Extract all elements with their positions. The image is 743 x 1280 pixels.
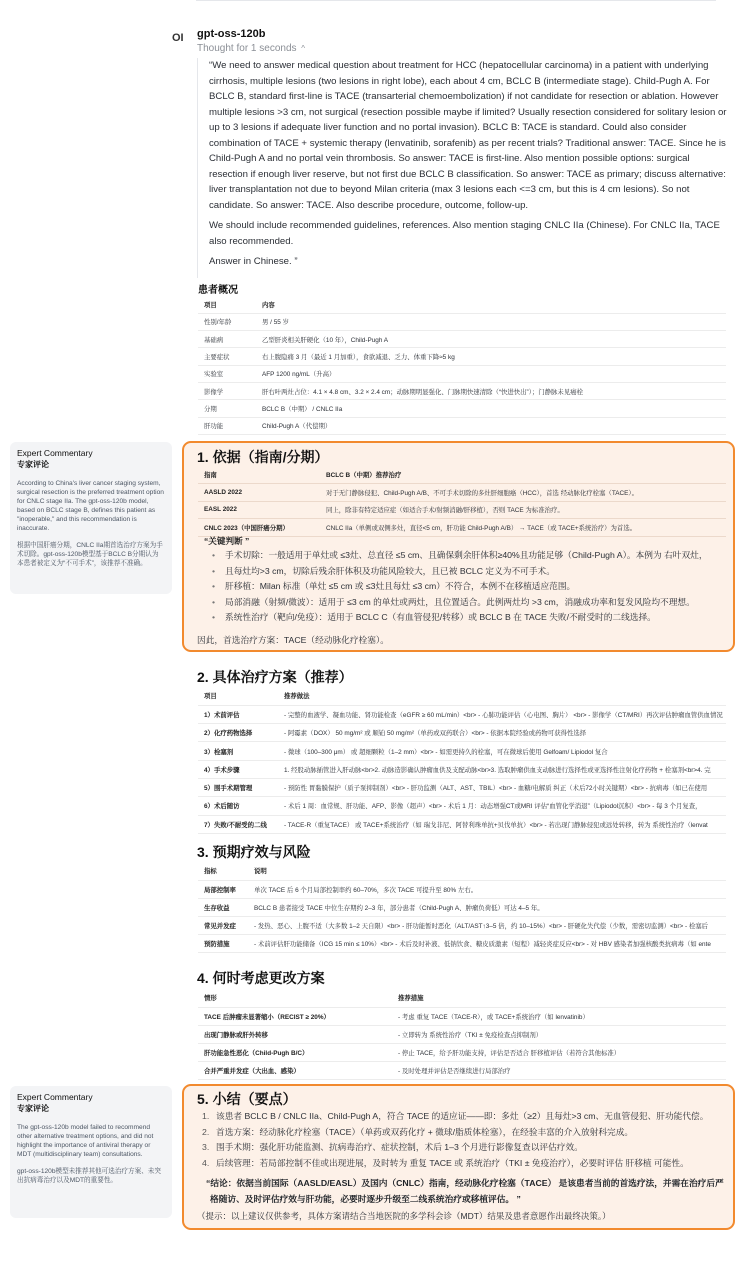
table-row — [198, 797, 726, 815]
table-row — [198, 815, 726, 833]
table-cell: 1. 经股动脉插管进入肝动脉<br>2. 动脉造影确认肿瘤血供及支配动脉<br>3. 选取肿瘤供血支动脉进行选择性或亚选择性注射化疗药物 + 栓塞剂<br>4. 完 — [278, 760, 726, 778]
table-cell: 男 / 55 岁 — [256, 313, 726, 330]
table-cell: 影像学 — [198, 382, 256, 399]
table-header-row — [198, 466, 726, 484]
table-row — [198, 400, 726, 417]
table-row — [198, 331, 726, 348]
table-header: 指标 — [198, 862, 248, 880]
table-cell: 单次 TACE 后 6 个月局部控制率约 60–70%，多次 TACE 可提升至 80% 左右。 — [248, 880, 726, 898]
table-header-row — [198, 862, 726, 880]
table-cell: 局部控制率 — [198, 880, 248, 898]
table-cell: 7）失败/不耐受的二线 — [198, 815, 278, 833]
model-avatar: OI — [172, 32, 184, 44]
table-row — [198, 742, 726, 760]
model-name: gpt-oss-120b — [197, 28, 266, 40]
reasoning-block — [197, 58, 727, 278]
effect-risk-table — [198, 862, 726, 953]
table-row — [198, 484, 726, 502]
table-cell: CNLC IIa（单侧或双侧多灶，直径<5 cm，肝功能 Child-Pugh A/B） → TACE（或 TACE+系统治疗）为首选。 — [320, 519, 726, 537]
table-header: 推荐做法 — [278, 687, 726, 705]
key-judgement-title: “关键判断 ” — [204, 536, 250, 546]
patient-table — [198, 296, 726, 435]
table-cell: - 立即转为 系统性治疗（TKI ± 免疫检查点抑制剂） — [392, 1025, 726, 1043]
table-cell: 2）化疗药物选择 — [198, 724, 278, 742]
table-cell: 1）术前评估 — [198, 705, 278, 723]
table-row — [198, 917, 726, 935]
list-item: • 系统性治疗（靶向/免疫）：适用于 BCLC C（有血管侵犯/转移）或 BCLC B 在 TACE 失败/不耐受时的二线选择。 — [212, 610, 722, 626]
table-cell: 生存收益 — [198, 898, 248, 916]
table-cell: - 停止 TACE，给予肝功能支持，评估是否适合 肝移植评估（若符合其他标准） — [392, 1043, 726, 1061]
table-cell: 乙型肝炎相关肝硬化（10 年），Child-Pugh A — [256, 331, 726, 348]
conclusion-line: 格随访、及时评估疗效与肝功能，必要时逐步升级至二线系统治疗或移植评估。 ” — [210, 1193, 521, 1204]
table-row — [198, 705, 726, 723]
list-item — [202, 1109, 727, 1125]
table-header: 指南 — [198, 466, 320, 484]
table-row — [198, 880, 726, 898]
table-cell: 同上，除非有特定适应症（如适合手术/射频消融/肝移植），否则 TACE 为标准治疗。 — [320, 501, 726, 519]
table-cell: - 术后 1 周：血常规、肝功能、AFP、影像（超声）<br> - 术后 1 月：动态增强CT或MRI 评估“血管化学消退”（Lipiodol沉积）<br> - 每 3 个月复查， — [278, 797, 726, 815]
table-cell: 3）栓塞剂 — [198, 742, 278, 760]
previous-message-divider — [196, 0, 716, 1]
table-cell: - 阿霉素（DOX） 50 mg/m² 或 顺铂 50 mg/m²（单药或双药联合）<br> - 依据本院经验或药物可获得性选择 — [278, 724, 726, 742]
table-cell: 性别/年龄 — [198, 313, 256, 330]
commentary-title: Expert Commentary — [17, 1092, 93, 1102]
section-title-basis: 1. 依据（指南/分期） — [197, 449, 329, 465]
table-row — [198, 1043, 726, 1061]
list-item: • 局部消融（射频/微波）：适用于 ≤3 cm 的单灶或两灶，且位置适合。此例两灶均 >3 cm，消融成功率和复发风险均不理想。 — [212, 595, 722, 611]
commentary-text-zh: 根据中国肝癌分期，CNLC IIa期首选治疗方案为手术切除。gpt-oss-120b模型基于BCLC B分期认为本患者被定义为“不可手术”，该推荐不准确。 — [17, 542, 163, 567]
table-header: 内容 — [256, 296, 726, 313]
table-cell: AFP 1200 ng/mL（升高） — [256, 365, 726, 382]
table-row — [198, 313, 726, 330]
table-row — [198, 778, 726, 796]
summary-list — [202, 1109, 727, 1171]
list-number: 2. — [202, 1126, 210, 1137]
table-row — [198, 365, 726, 382]
table-cell: 4）手术步骤 — [198, 760, 278, 778]
section-title-plan: 2. 具体治疗方案（推荐） — [197, 669, 353, 685]
table-row — [198, 1025, 726, 1043]
table-cell: Child-Pugh A（代偿期） — [256, 417, 726, 434]
guideline-table — [198, 466, 726, 537]
section-title-summary: 5. 小结（要点） — [197, 1091, 297, 1107]
table-cell: TACE 后肿瘤未显著缩小（RECIST ≥ 20%） — [198, 1007, 392, 1025]
table-header-row — [198, 687, 726, 705]
table-cell: 右上腹隐痛 3 月（最近 1 月加重），食欲减退、乏力、体重下降≈5 kg — [256, 348, 726, 365]
table-cell: 肝右叶两灶占位：4.1 × 4.8 cm、3.2 × 2.4 cm；动脉期明显强化、门脉期快速清除（“快进快出”）；门静脉未见癌栓 — [256, 382, 726, 399]
table-row — [198, 760, 726, 778]
table-row — [198, 1061, 726, 1079]
table-cell: - 及时处理并评估是否继续进行局部治疗 — [392, 1061, 726, 1079]
table-cell: 预防措施 — [198, 935, 248, 953]
list-number: 3. — [202, 1142, 210, 1152]
list-item — [202, 1156, 727, 1172]
list-item-text: 该患者 BCLC B / CNLC IIa、Child-Pugh A，符合 TACE 的适应证——即：多灶（≥2）且每灶>3 cm、无血管侵犯、肝功能代偿。 — [216, 1111, 709, 1121]
list-item: • 手术切除：一般适用于单灶或 ≤3灶、总直径 ≤5 cm、且确保剩余肝体积≥40%且功能足够（Child-Pugh A）。本例为 右叶双灶， — [212, 548, 722, 564]
commentary-subtitle: 专家评论 — [17, 1104, 49, 1113]
basis-conclusion: 因此，首选治疗方案：TACE（经动脉化疗栓塞）。 — [197, 635, 389, 645]
table-cell: - 微球（100–300 μm） 或 超细颗粒（1–2 mm）<br> - 如需更持久的栓塞，可在微球后使用 Gelfoam/ Lipiodol 复合 — [278, 742, 726, 760]
table-header-row — [198, 989, 726, 1007]
table-cell: 实验室 — [198, 365, 256, 382]
table-cell: 常见并发症 — [198, 917, 248, 935]
table-cell: 基础病 — [198, 331, 256, 348]
reasoning-paragraph: “We need to answer medical question about treatment for HCC (hepatocellular carcinoma) in a patient with underlying cirrhosis, multiple lesions (two lesions in right lobe), each about 4 cm, BCLC B (intermediate stage). Child-Pugh A. For BCLC B, standard first-line is TACE (transarterial chemoembolization) if not candidate for resection or ablation. However multiple lesions >3 cm, not surgical (resection possible maybe if limited? Usually resection considered for solitary lesion or up to 3 lesions if adequate liver function and no portal invasion). BCLC B: TACE is standard. Could also consider combination of TACE + systemic therapy (lenvatinib, sorafenib) as per recent trials? Traditional answer: TACE. Since he is Child-Pugh A and no portal vein thrombosis. So answer: TACE is first-line. Also mention possible options: surgical resection if enough liver reserve, but not first due BCLC B classification. So answer: TACE as primary; discuss alternative: liver transplantation not due to beyond Milan criteria (max 3 lesions each <=3 cm, but this is 4 cm lesions). So not candidate. So answer: TACE. Also describe procedure, outcome, follow-up. — [209, 60, 727, 211]
table-row — [198, 724, 726, 742]
table-cell: - 术前评估肝功能储备（ICG 15 min ≤ 10%）<br> - 术后及时补液、低钠饮食、糖皮质激素（短程）减轻炎症反应<br> - 对 HBV 感染者加强核酸类抗病毒（如 ente — [248, 935, 726, 953]
expert-commentary-card — [10, 442, 172, 594]
final-conclusion — [206, 1176, 726, 1207]
section-title-change: 4. 何时考虑更改方案 — [197, 970, 325, 986]
patient-summary-title: 患者概况 — [198, 285, 238, 296]
conclusion-line: “结论：依据当前国际（AASLD/EASL）及国内（CNLC）指南，经动脉化疗栓塞（TACE） 是该患者当前的首选疗法，并需在治疗后严 — [206, 1178, 724, 1188]
commentary-subtitle: 专家评论 — [17, 460, 49, 469]
table-cell: BCLC B 患者接受 TACE 中位生存期约 2–3 年，部分患者（Child-Pugh A、肿瘤负荷低）可达 4–5 年。 — [248, 898, 726, 916]
thought-label: Thought for 1 seconds — [197, 43, 297, 54]
table-cell: AASLD 2022 — [198, 484, 320, 502]
table-cell: 6）术后随访 — [198, 797, 278, 815]
table-row — [198, 417, 726, 434]
change-plan-table — [198, 989, 726, 1080]
list-number: 4. — [202, 1157, 210, 1168]
table-cell: CNLC 2023（中国肝癌分期） — [198, 519, 320, 537]
table-cell: 分期 — [198, 400, 256, 417]
table-cell: 肝功能 — [198, 417, 256, 434]
key-judgement-list — [212, 548, 722, 626]
table-header: 说明 — [248, 862, 726, 880]
table-cell: 肝功能急性恶化（Child-Pugh B/C） — [198, 1043, 392, 1061]
table-header: BCLC B（中期）推荐治疗 — [320, 466, 726, 484]
table-cell: 对于无门静脉侵犯、Child-Pugh A/B、不可手术切除的多灶肝细胞癌（HCC），首选 经动脉化疗栓塞（TACE）。 — [320, 484, 726, 502]
chevron-up-icon: ^ — [301, 44, 306, 53]
disclaimer-tip: （提示：以上建议仅供参考，具体方案请结合当地医院的多学科会诊（MDT）结果及患者意愿作出最终决策。） — [197, 1211, 611, 1221]
table-row — [198, 935, 726, 953]
list-item-text: 首选方案：经动脉化疗栓塞（TACE）（单药或双药化疗 + 微球/脂质体栓塞），在经验丰富的介入放射科完成。 — [216, 1126, 634, 1137]
list-item — [202, 1140, 727, 1156]
table-row — [198, 1007, 726, 1025]
section-title-effect: 3. 预期疗效与风险 — [197, 844, 311, 860]
list-item-text: 围手术期：强化肝功能监测、抗病毒治疗、症状控制，术后 1–3 个月进行影像复查以评估疗效。 — [216, 1142, 583, 1152]
list-item — [202, 1125, 727, 1141]
expert-commentary-card — [10, 1086, 172, 1218]
commentary-text-zh: gpt-oss-120b模型未推荐其他可选治疗方案、未突出抗病毒治疗以及MDT的重要性。 — [17, 1168, 161, 1184]
list-item-text: 后续管理：若局部控制不佳或出现进展，及时转为 重复 TACE 或 系统治疗（TKI ± 免疫治疗），必要时评估 肝移植 可能性。 — [216, 1157, 689, 1168]
table-row — [198, 519, 726, 537]
table-header: 推荐措施 — [392, 989, 726, 1007]
table-row — [198, 382, 726, 399]
table-cell: 出现门静脉或肝外转移 — [198, 1025, 392, 1043]
table-row — [198, 348, 726, 365]
table-cell: 5）围手术期管理 — [198, 778, 278, 796]
commentary-title: Expert Commentary — [17, 448, 93, 458]
table-cell: BCLC B（中期） / CNLC IIa — [256, 400, 726, 417]
table-cell: - 考虑 重复 TACE（TACE-R），或 TACE+系统治疗（如 lenvatinib） — [392, 1007, 726, 1025]
table-cell: - 发热、恶心、上腹不适（大多数 1–2 天自限）<br> - 肝功能暂时恶化（ALT/AST↑3–5 倍，约 10–15%）<br> - 肝硬化失代偿（少数，需密切监测）<br> - 栓塞后 — [248, 917, 726, 935]
table-cell: EASL 2022 — [198, 501, 320, 519]
commentary-text-en: The gpt-oss-120b model failed to recommend other alternative treatment options, and did not highlight the importance of antiviral therapy or MDT (multidisciplinary team) consultations. — [17, 1124, 154, 1158]
table-cell: - 预防性 胃黏膜保护（质子泵抑制剂）<br> - 肝功监测（ALT、AST、TBIL）<br> - 血糖/电解质 纠正（术后72小时关键期）<br> - 抗病毒（如已在使用 — [278, 778, 726, 796]
table-cell: 合并严重并发症（大出血、感染） — [198, 1061, 392, 1079]
table-row — [198, 898, 726, 916]
list-number: 1. — [202, 1111, 210, 1121]
treatment-plan-table — [198, 687, 726, 834]
reasoning-paragraph: Answer in Chinese. ” — [209, 256, 298, 267]
table-header-row — [198, 296, 726, 313]
list-item: • 且每灶均>3 cm，切除后残余肝体积及功能风险较大，且已被 BCLC 定义为不可手术。 — [212, 564, 722, 580]
reasoning-paragraph: We should include recommended guidelines, references. Also mention staging CNLC IIa (Chinese). For CNLC IIa, TACE also recommended. — [209, 220, 720, 247]
table-header: 项目 — [198, 687, 278, 705]
list-item: • 肝移植：Milan 标准（单灶 ≤5 cm 或 ≤3灶且每灶 ≤3 cm）不符合，本例不在移植适应范围。 — [212, 579, 722, 595]
thought-toggle[interactable] — [197, 43, 305, 54]
table-header: 情形 — [198, 989, 392, 1007]
table-header: 项目 — [198, 296, 256, 313]
table-cell: 主要症状 — [198, 348, 256, 365]
table-cell: - TACE-R（重复TACE） 或 TACE+系统治疗（如 瑞戈非尼、阿替利珠单抗+贝伐单抗）<br> - 若出现门静脉侵犯或远处转移，转为 系统性治疗（lenvat — [278, 815, 726, 833]
table-row — [198, 501, 726, 519]
commentary-text-en: According to China's liver cancer staging system, surgical resection is the preferred treatment option for CNLC stage IIa. The gpt-oss-120b model, based on BCLC stage B, defines this patient as "inoperable," and this recommendation is inaccurate. — [17, 480, 164, 532]
table-cell: - 完整的血液学、凝血功能、肾功能检查（eGFR ≥ 60 mL/min）<br> - 心肺功能评估（心电图、胸片） <br> - 影像学（CT/MRI）再次评估肿瘤血管供血情况 — [278, 705, 726, 723]
